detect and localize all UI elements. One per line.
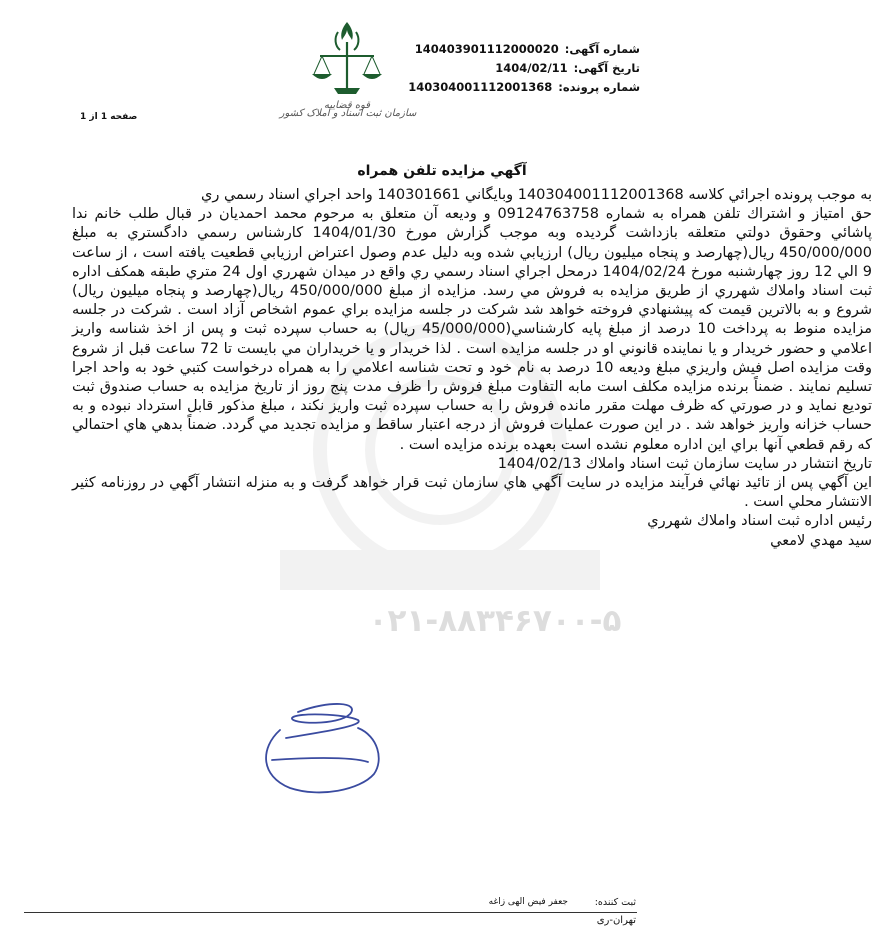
document-title: آگهي مزايده تلفن همراه xyxy=(357,163,527,179)
page-indicator: صفحه 1 از 1 xyxy=(80,112,138,122)
paragraph-publish-date: تاريخ انتشار در سايت سازمان ثبت اسناد واملاك 1404/02/13 xyxy=(497,455,872,472)
watermark-phone: ۰۲۱-۸۸۳۴۶۷۰۰-۵ xyxy=(368,603,622,639)
case-number: 140304001112001368 xyxy=(408,80,553,94)
ad-number-label: شماره آگهی: xyxy=(564,42,640,56)
registrar-name: جعفر فیض الهی زاغه xyxy=(488,897,568,907)
case-number-label: شماره پرونده: xyxy=(558,80,640,94)
paragraph-auction-details: حق امتياز و اشتراك تلفن همراه به شماره 09124763758 و وديعه آن متعلق به مرحوم محمد احمديان در قبال طلب خانم ندا پاشائي وحقوق دولتي متعلقه بازداشت گرديده وبه موجب گزارش مورخ 1404/01/30 كارشناس رسمي دادگستري به مبلغ 450/000/000 ريال(چهارصد و پنجاه ميليون ريال) ارزيابي شده وبه دليل عدم وصول اعتراض ارزيابي قطعيت يافته است ، از ساعت 9 الي 12 روز چهارشنبه مورخ 1404/02/24 درمحل اجراي اسناد رسمي ري واقع در ميدان شهرري اول 24 متري طبقه همكف اداره ثبت اسناد واملاك شهرري از طريق مزايده به فروش مي رسد. مزايده از مبلغ 450/000/000 ريال(چهارصد و پنجاه ميليون ريال) شروع و به بالاترين قيمت كه پيشنهادي فروخته خواهد شد شركت در جلسه مزايده براي عموم اشخاص آزاد است . شركت در جلسه مزايده منوط به پرداخت 10 درصد از مبلغ پايه كارشناسي(45/000/000 ريال) به حساب سپرده ثبت و پس از اخذ شناسه واريز اعلامي و حضور خريدار و يا نماينده قانوني او در جلسه مزايده است . لذا خريدار و يا خريداران مي بايست تا 72 ساعت قبل از شروع وقت مزايده اصل فيش واريزي مبلغ وديعه 10 درصد به نام خود و تحت شناسه اعلامي را به همراه درخواست كتبي خود به واحد اجرا تسليم نمايند . ضمناً برنده مزايده مكلف است مابه التفاوت مبلغ فروش را ظرف مدت پنج روز از تاريخ مزايده به حساب صندوق ثبت توديع نمايد و در صورتي كه ظرف مهلت مقرر مانده فروش را به حساب سپرده ثبت واريز نكند ، مبلغ مذكور قابل استرداد نبوده و به حساب خزانه واريز خواهد شد . در اين صورت عمليات فروش از درجه اعتبار ساقط و مزايده تجديد مي گردد. ضمناً بدهي هاي احتمالي كه رقم قطعي آنها براي اين اداره معلوم نشده است بعهده برنده مزايده است . xyxy=(72,206,873,453)
registrar-label: ثبت کننده: xyxy=(594,897,636,908)
footer-city: تهران-ری xyxy=(596,915,636,926)
paragraph-signatory-name: سيد مهدي لامعي xyxy=(770,532,872,549)
paragraph-publication-note: اين آگهي پس از تائيد نهائي فرآيند مزايده در سايت آگهي هاي سازمان ثبت قرار خواهد گرفت و به منزله انتشار آگهي در روزنامه كثير الانتشار محلي است . xyxy=(72,475,872,511)
announcement-body xyxy=(72,186,872,551)
ad-date: 1404/02/11 xyxy=(495,61,568,75)
signature-icon xyxy=(250,690,390,800)
header-meta xyxy=(408,40,640,97)
paragraph-office-head-title: رئيس اداره ثبت اسناد واملاك شهرري xyxy=(647,513,872,530)
footer-divider xyxy=(24,912,637,913)
ad-date-label: تاریخ آگهی: xyxy=(573,61,640,75)
ad-date-row xyxy=(408,59,640,78)
paragraph-case-reference: به موجب پرونده اجرائي كلاسه 140304001112001368 وبايگاني 140301661 واحد اجراي اسناد رسمي ري xyxy=(201,187,872,203)
case-number-row xyxy=(408,78,640,97)
emblem-caption: قوه قضاییه xyxy=(323,100,371,111)
ad-number: 140403901112000020 xyxy=(414,42,559,56)
organization-name: سازمان ثبت اسناد و املاک کشور xyxy=(279,108,417,119)
ad-number-row xyxy=(408,40,640,59)
